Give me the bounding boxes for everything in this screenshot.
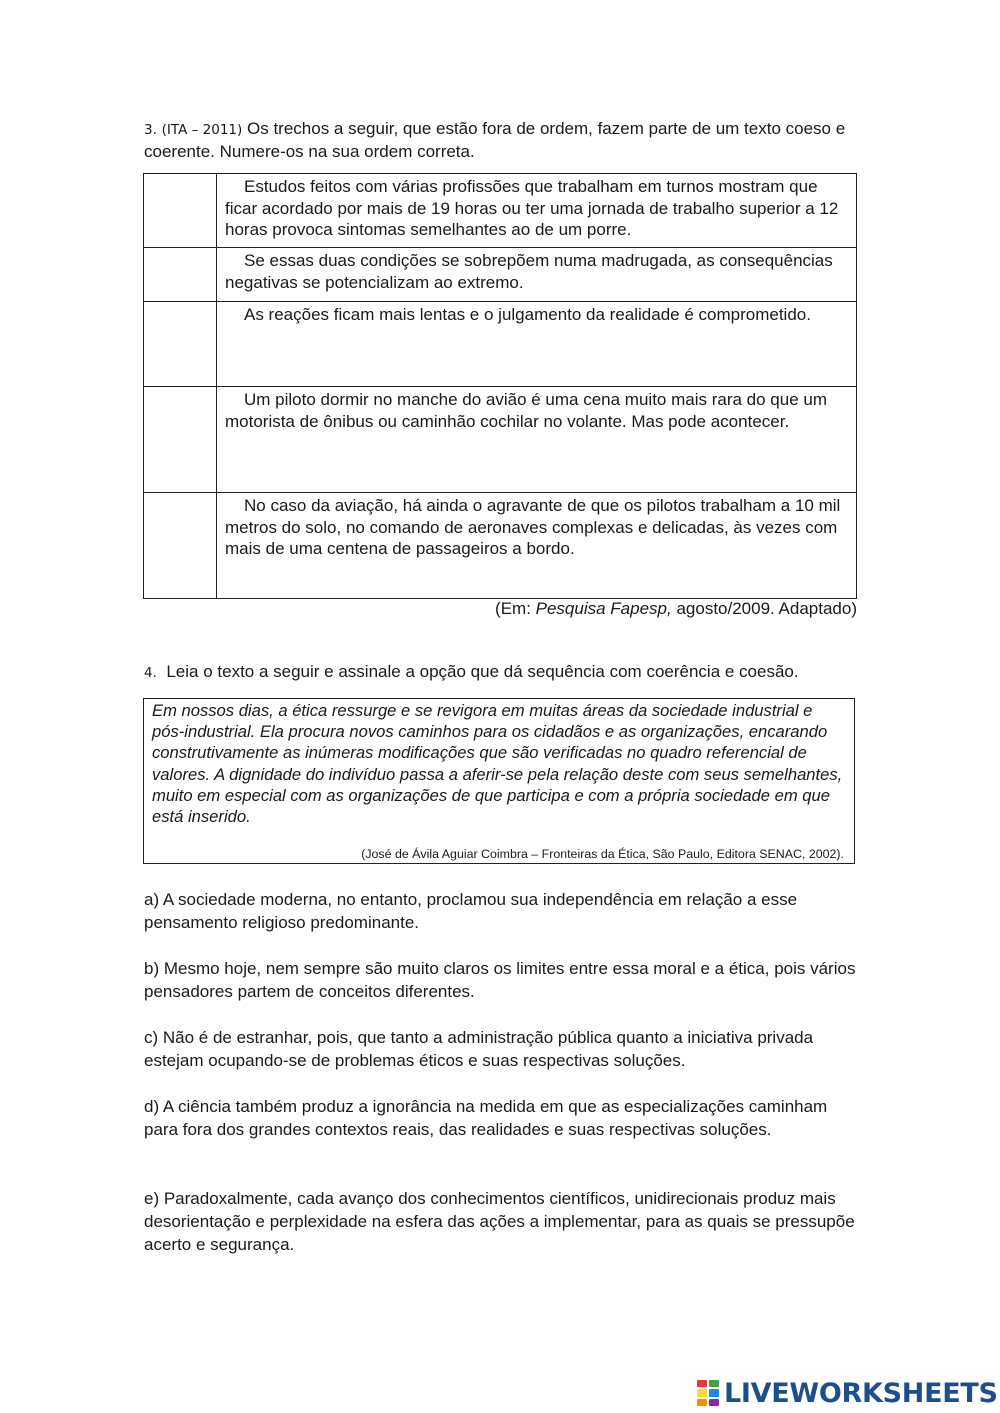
liveworksheets-logo: [697, 1376, 998, 1410]
table-row: [144, 387, 857, 493]
excerpt-cell: [217, 387, 857, 493]
question-3-number: 3.: [144, 122, 157, 138]
table-row: [144, 493, 857, 599]
excerpt-cell: [217, 302, 857, 387]
question-3-source-tag: (ITA – 2011): [161, 122, 243, 138]
logo-square: [709, 1380, 719, 1387]
order-number-box[interactable]: [144, 248, 217, 302]
excerpt-text: As reações ficam mais lentas e o julgamento da realidade é comprometido.: [244, 305, 811, 324]
option-e[interactable]: e) Paradoxalmente, cada avanço dos conhecimentos científicos, unidirecionais produz mais desorientação e perplexidade na esfera das ações a implementar, para as quais se pressupõe acerto e segurança.: [144, 1189, 855, 1254]
source-prefix: (Em:: [495, 599, 536, 618]
excerpt-text: Um piloto dormir no manche do avião é uma cena muito mais rara do que um motorista de ônibus ou caminhão cochilar no volante. Mas pode acontecer.: [225, 390, 828, 431]
option-a[interactable]: a) A sociedade moderna, no entanto, proclamou sua independência em relação a esse pensamento religioso predominante.: [144, 890, 798, 932]
order-number-box[interactable]: [144, 174, 217, 248]
excerpt-cell: [217, 493, 857, 599]
quote-text: Em nossos dias, a ética ressurge e se revigora em muitas áreas da sociedade industrial e pós-industrial. Ela procura novos caminhos para os cidadãos e as organizações, encarando construtivamente as inúmeras modificações que são verificadas no quadro referencial de valores. A dignidade do indivíduo passa a aferir-se pela relação deste com seus semelhantes, muito em especial com as organizações de que participa e com a própria sociedade em que está inserido.: [152, 701, 843, 827]
excerpt-cell: [217, 174, 857, 248]
excerpt-text: Se essas duas condições se sobrepõem numa madrugada, as consequências negativas se potencializam ao extremo.: [225, 251, 833, 292]
logo-square: [697, 1399, 707, 1406]
order-number-box[interactable]: [144, 493, 217, 599]
source-suffix: agosto/2009. Adaptado): [671, 599, 857, 618]
question-3-header: [144, 118, 856, 163]
quote-citation: (José de Ávila Aguiar Coimbra – Fronteiras da Ética, São Paulo, Editora SENAC, 2002).: [361, 847, 844, 861]
excerpt-text: Estudos feitos com várias profissões que trabalham em turnos mostram que ficar acordado por mais de 19 horas ou ter uma jornada de trabalho superior a 12 horas provoca sintomas semelhantes ao de um porre.: [225, 177, 839, 239]
question-4-number: 4.: [144, 665, 157, 681]
excerpt-text: No caso da aviação, há ainda o agravante de que os pilotos trabalham a 10 mil metros do solo, no comando de aeronaves complexas e delicadas, às vezes com mais de uma centena de passageiros a bordo.: [225, 496, 841, 558]
table-row: [144, 174, 857, 248]
question-4-prompt: Leia o texto a seguir e assinale a opção que dá sequência com coerência e coesão.: [166, 662, 799, 681]
source-publication: Pesquisa Fapesp,: [535, 599, 672, 618]
ordering-table: [143, 173, 857, 599]
option-c[interactable]: c) Não é de estranhar, pois, que tanto a administração pública quanto a iniciativa privada estejam ocupando-se de problemas éticos e suas respectivas soluções.: [144, 1028, 814, 1070]
order-number-box[interactable]: [144, 302, 217, 387]
liveworksheets-logo-icon: [697, 1380, 719, 1406]
logo-square: [697, 1380, 707, 1387]
table-row: [144, 302, 857, 387]
option-b[interactable]: b) Mesmo hoje, nem sempre são muito claros os limites entre essa moral e a ética, pois vários pensadores partem de conceitos diferentes.: [144, 959, 856, 1001]
question-4-header: [144, 661, 856, 684]
logo-text: LIVEWORKSHEETS: [724, 1377, 998, 1409]
table-row: [144, 248, 857, 302]
question-3-prompt: Os trechos a seguir, que estão fora de ordem, fazem parte de um texto coeso e coerente. Numere-os na sua ordem correta.: [144, 119, 846, 161]
logo-square: [697, 1389, 707, 1396]
quote-box: [143, 698, 855, 864]
question-3-source: [400, 598, 857, 620]
order-number-box[interactable]: [144, 387, 217, 493]
option-d[interactable]: d) A ciência também produz a ignorância na medida em que as especializações caminham para fora dos grandes contextos reais, das realidades e suas respectivas soluções.: [144, 1097, 828, 1139]
excerpt-cell: [217, 248, 857, 302]
logo-square: [709, 1399, 719, 1406]
logo-square: [709, 1389, 719, 1396]
